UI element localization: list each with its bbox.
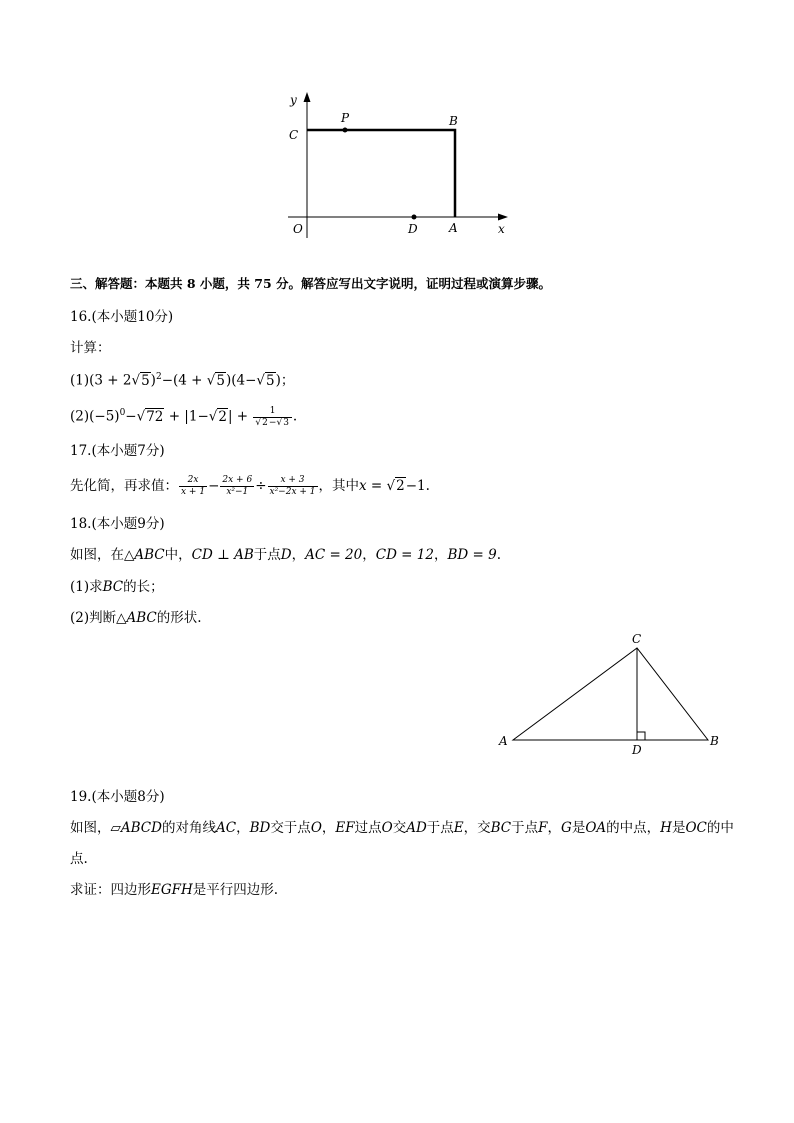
q19-t5: ， — [321, 820, 336, 836]
point-d — [412, 215, 417, 220]
q17-frac3 — [268, 475, 318, 498]
q19-title: 19.(本小题8分) — [70, 789, 165, 805]
tri-label-b: B — [710, 734, 719, 748]
q16-p1-d: −(4 + — [161, 372, 207, 389]
q19-bc: BC — [490, 820, 512, 836]
label-d: D — [408, 222, 418, 236]
q17-tail: −1. — [405, 478, 430, 494]
q18-end: . — [496, 547, 501, 563]
q19-ac: AC — [215, 820, 237, 836]
q16-part2: $(2)(-5)^0-√72 + |1-√2|$ + $\frac{1}{√2-√3}$ . — [70, 405, 298, 428]
q19-ad: AD — [406, 820, 427, 836]
q19-t2: 的对角线 — [161, 820, 216, 836]
q18-ac: AC = 20 — [305, 547, 363, 563]
q17-frac1 — [179, 475, 207, 498]
q18-statement — [70, 545, 501, 565]
q18-title: 18.(本小题9分) — [70, 516, 165, 532]
q19-line2: 点. — [70, 851, 88, 867]
q17-mid: ，其中 — [318, 478, 360, 494]
q19-line1 — [70, 818, 734, 838]
x-axis-arrow — [498, 214, 508, 221]
q16-p2-den-a: 2 — [262, 417, 268, 428]
q18-p2-a: (2)判断 — [70, 610, 117, 626]
q19-e: E — [453, 820, 464, 836]
q19-l3-a: 求证：四边形 — [70, 882, 151, 898]
q17-div: ÷ — [255, 478, 267, 494]
q17-f3-num: x + 3 — [268, 475, 318, 487]
q17-f3-den: x²−2x + 1 — [269, 487, 316, 497]
label-y: y — [290, 93, 297, 107]
q19-t7: 交 — [392, 820, 407, 836]
q16-p2-fraction — [253, 406, 292, 429]
q17-f1-den: x + 1 — [181, 487, 206, 497]
q19-t12: 是 — [571, 820, 586, 836]
q16-p2-b: − — [125, 408, 137, 425]
y-axis-arrow — [304, 92, 311, 102]
tri-label-c: C — [632, 632, 642, 646]
q16-p2-c: 72 — [146, 408, 164, 425]
triangle-figure — [495, 628, 730, 763]
q18-sep1: ， — [362, 547, 376, 563]
rectangle-path — [307, 130, 455, 217]
label-p: P — [341, 111, 350, 125]
q19-t14: 是 — [671, 820, 686, 836]
q18-p1-a: (1)求 — [70, 579, 103, 595]
q17-eq: = — [366, 478, 387, 494]
q18-p2-b: 的形状. — [156, 610, 202, 626]
q19-t10: 于点 — [511, 820, 539, 836]
q17-rad: 2 — [396, 478, 405, 494]
coordinate-figure — [280, 88, 520, 248]
q18-bc: BC — [102, 579, 124, 595]
q19-t13: 的中点， — [606, 820, 661, 836]
q16-p2-den-b: − — [268, 417, 277, 428]
q19-t4: 交于点 — [270, 820, 311, 836]
q17-minus: − — [208, 478, 220, 494]
triangle-abc — [513, 648, 708, 740]
q19-o2: O — [381, 820, 393, 836]
q18-cdv: CD = 12 — [375, 547, 434, 563]
q16-p1-c: ) — [150, 372, 156, 389]
q18-a: 如图，在 — [70, 547, 124, 563]
q18-b: 中， — [164, 547, 192, 563]
q17-lead: 先化简，再求值： — [70, 478, 178, 494]
q16-p1-exp: 2 — [155, 372, 162, 382]
q18-tri1: △ABC — [124, 547, 165, 563]
q19-l3-b: 是平行四边形. — [192, 882, 279, 898]
label-b: B — [449, 114, 458, 128]
q19-t6: 过点 — [354, 820, 382, 836]
label-c: C — [289, 128, 299, 142]
q18-tri2: △ABC — [116, 610, 157, 626]
q19-t15: 的中 — [706, 820, 734, 836]
q16-part1: $(1)(3 + 2√5)^2-(4 + √5)(4-√5)$； — [70, 372, 295, 389]
q18-part1 — [70, 577, 164, 597]
q16-p1-f: )(4− — [225, 372, 257, 389]
q17-statement: 先化简，再求值： $\frac{2x}{x + 1}$ − $\frac{2x + 6}{\text{x²−1}}$ ÷ $\frac{x + 3}{\text{x²−2x + 1}}$ ，其中x = √2−1. — [70, 475, 430, 497]
q16-p2-f: | + — [227, 408, 253, 425]
q19-t9: ，交 — [463, 820, 491, 836]
q19-oa: OA — [585, 820, 607, 836]
q17-var: x — [359, 478, 367, 494]
label-x: x — [498, 222, 505, 236]
q19-egfh: EGFH — [151, 882, 193, 898]
q16-p2-d: + |1− — [164, 408, 209, 425]
q18-sep2: ， — [433, 547, 448, 563]
q19-t8: 于点 — [426, 820, 454, 836]
q19-line3 — [70, 880, 278, 900]
q16-p2-label: (2) — [70, 408, 90, 425]
q19-para: ▱ABCD — [110, 820, 162, 836]
q18-d: D — [280, 547, 292, 563]
q18-p1-b: 的长； — [123, 579, 164, 595]
section-heading: 三、解答题：本题共 8 小题，共 75 分。解答应写出文字说明，证明过程或演算步骤。 — [70, 276, 552, 291]
q16-p2-den: √2−√3 — [255, 417, 289, 428]
tri-label-d: D — [632, 743, 642, 757]
q17-f2-den: x²−1 — [226, 487, 249, 497]
q18-cd-ab: CD ⊥ AB — [191, 547, 254, 563]
q16-p2-den-c: 3 — [283, 417, 289, 428]
point-p — [343, 128, 348, 133]
q18-dsep: ， — [291, 547, 306, 563]
label-a: A — [449, 221, 458, 235]
q19-g: G — [561, 820, 572, 836]
tri-label-a: A — [499, 734, 508, 748]
q16-p1-label: (1) — [70, 372, 90, 389]
q16-p1-b: 5 — [141, 372, 150, 389]
q19-t1: 如图， — [70, 820, 111, 836]
q19-f: F — [538, 820, 548, 836]
label-o: O — [293, 222, 303, 236]
q18-part2 — [70, 608, 202, 628]
q17-f2-num: 2x + 6 — [222, 475, 253, 485]
right-angle-mark — [637, 732, 645, 740]
q16-p1-h: )； — [275, 372, 295, 389]
q16-p2-a: (−5) — [89, 408, 120, 425]
q16-p1-e: 5 — [216, 372, 225, 389]
q16-lead: 计算： — [70, 340, 111, 356]
q19-bd: BD — [249, 820, 271, 836]
q18-c: 于点 — [253, 547, 281, 563]
q19-ef: EF — [335, 820, 355, 836]
q16-p2-end: . — [292, 408, 298, 425]
q16-p1-a: (3 + 2 — [89, 372, 132, 389]
q19-oc: OC — [685, 820, 707, 836]
q19-t3: ， — [236, 820, 250, 836]
q17-title: 17.(本小题7分) — [70, 443, 165, 459]
q17-f1-num: 2x — [179, 475, 207, 487]
q16-p2-exp: 0 — [119, 408, 126, 418]
q19-h: H — [660, 820, 672, 836]
q16-p2-num: 1 — [253, 406, 292, 418]
q16-title: 16.(本小题10分) — [70, 309, 174, 325]
q19-t11: ， — [547, 820, 562, 836]
q18-bd: BD = 9 — [447, 547, 497, 563]
q17-frac2 — [220, 475, 254, 498]
q16-p1-g: 5 — [266, 372, 275, 389]
q19-o: O — [310, 820, 322, 836]
q16-p2-e: 2 — [218, 408, 227, 425]
